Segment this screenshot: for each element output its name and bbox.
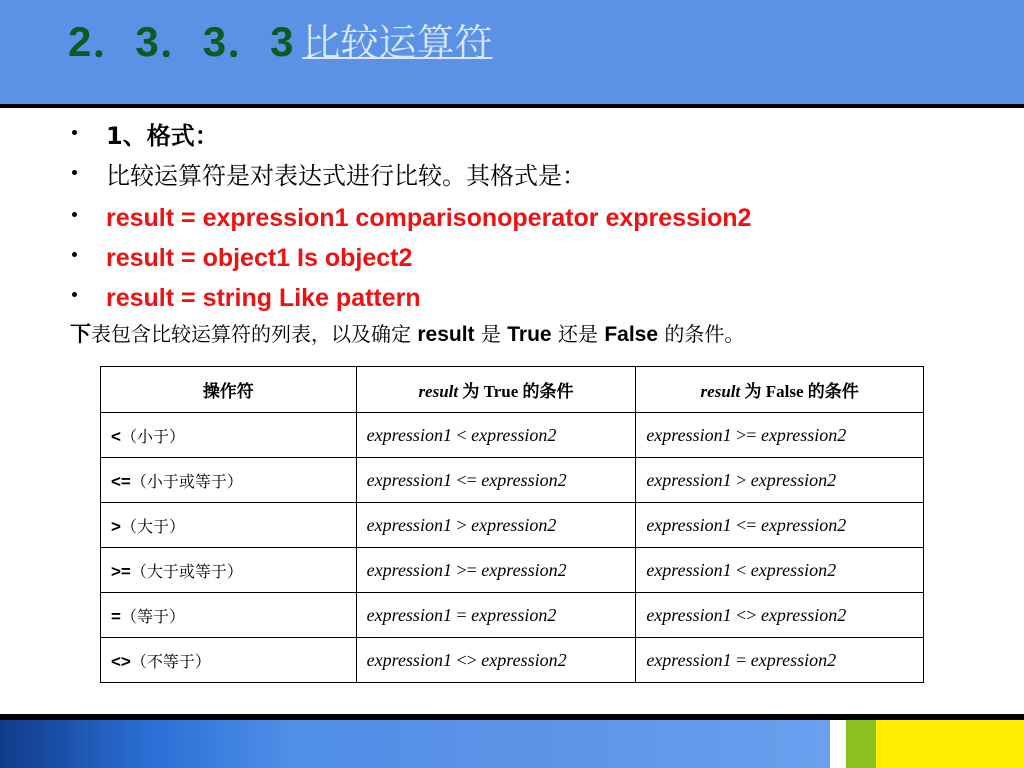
expr-part: expression1 [646,469,732,490]
false-condition-cell [636,548,924,593]
expr-part: expression1 [366,604,452,625]
intro-part: result [417,323,475,346]
bullet-item [0,198,1000,238]
bullet-item [0,156,1000,196]
operator-table [100,366,924,683]
table-row [101,593,924,638]
header-true-condition [356,367,636,413]
operator-cell [101,458,357,503]
expr-op: <= [456,469,477,490]
intro-part: 还是 [557,322,598,346]
title-link[interactable]: 比较运算符 [302,21,493,65]
header-part: 为 True 的条件 [462,382,574,401]
code-line: result = object1 Is object2 [106,244,413,272]
operator-cell [101,593,357,638]
operator-cell [101,503,357,548]
expr-part: expression2 [481,559,567,580]
expr-part: expression2 [760,604,847,625]
table-row [101,503,924,548]
expr-part: expression2 [760,424,847,445]
expr-part: expression2 [481,649,567,670]
slide-title [68,12,492,72]
intro-part: 表包含比较运算符的列表，以及确定 [91,322,411,346]
expr-op: >= [456,559,477,580]
bullet-dot [72,292,77,297]
footer-yellow-block [876,720,1024,768]
expr-part: expression2 [750,469,837,490]
bullet-item [0,238,1000,278]
expr-part: expression1 [366,514,452,535]
operator-cell [101,548,357,593]
operator-name: （不等于） [130,651,211,671]
false-condition-cell [636,413,924,458]
true-condition-cell [356,548,636,593]
intro-part: 的条件。 [664,322,745,346]
true-condition-cell [356,503,636,548]
operator-symbol: <> [111,651,131,671]
header-part: 为 False 的条件 [744,382,859,401]
expr-op: = [456,604,467,625]
table-row [101,413,924,458]
bullet-dot [72,170,77,175]
title-number: 2．3．3．3 [68,18,295,65]
expr-op: <= [736,514,757,535]
expr-op: = [736,649,747,670]
table-header-row [101,367,924,413]
bullet-dot [72,212,77,217]
operator-name: （等于） [120,606,185,626]
expr-part: expression2 [750,649,837,670]
intro-part: False [604,323,659,346]
bullet-text: 比较运算符是对表达式进行比较。其格式是： [106,162,586,190]
expr-part: expression2 [750,559,837,580]
false-condition-cell [636,593,924,638]
bullet-text: 1、格式： [106,122,219,150]
expr-part: expression1 [366,469,452,490]
header-false-condition [636,367,924,413]
table-row [101,638,924,683]
operator-name: （小于或等于） [130,471,243,491]
operator-symbol: < [111,426,121,446]
intro-part: True [507,323,552,346]
true-condition-cell [356,638,636,683]
expr-part: expression2 [760,514,847,535]
footer-green-block [846,720,876,768]
operator-cell [101,413,357,458]
table-row [101,458,924,503]
expr-op: < [456,424,467,445]
code-line: result = string Like pattern [106,284,421,312]
true-condition-cell [356,593,636,638]
expr-op: > [456,514,467,535]
false-condition-cell [636,503,924,548]
expr-op: >= [736,424,757,445]
header-part: result [418,382,459,401]
expr-part: expression1 [646,604,732,625]
expr-part: expression1 [646,424,732,445]
bullet-item [0,278,1000,318]
operator-symbol: >= [111,561,131,581]
intro-part: 是 [480,322,501,346]
expr-part: expression1 [646,514,732,535]
code-line: result = expression1 comparisonoperator expression2 [106,204,752,232]
expr-part: expression2 [471,424,557,445]
table-intro [70,318,1010,351]
expr-part: expression1 [366,649,452,670]
expr-op: > [736,469,747,490]
expr-part: expression1 [646,649,732,670]
operator-name: （大于或等于） [130,561,243,581]
expr-part: expression1 [646,559,732,580]
expr-op: < [736,559,747,580]
bullet-item [0,116,1000,156]
expr-part: expression2 [481,469,567,490]
expr-part: expression2 [471,604,557,625]
header-divider [0,104,1024,108]
operator-symbol: = [111,606,121,626]
expr-part: expression1 [366,424,452,445]
false-condition-cell [636,638,924,683]
footer-banner-image [0,720,830,768]
operator-symbol: > [111,516,121,536]
operator-cell [101,638,357,683]
true-condition-cell [356,458,636,503]
bullet-dot [72,252,77,257]
expr-op: <> [456,649,477,670]
false-condition-cell [636,458,924,503]
table-row [101,548,924,593]
expr-part: expression2 [471,514,557,535]
footer-spacer [830,720,846,768]
operator-symbol: <= [111,471,131,491]
header-operator: 操作符 [101,367,357,413]
expr-op: <> [736,604,757,625]
operator-name: （大于） [120,516,185,536]
operator-name: （小于） [120,426,185,446]
true-condition-cell [356,413,636,458]
slide-footer [0,720,1024,768]
bullet-dot [72,130,77,135]
expr-part: expression1 [366,559,452,580]
intro-part: 下 [70,323,91,346]
header-part: result [700,382,741,401]
